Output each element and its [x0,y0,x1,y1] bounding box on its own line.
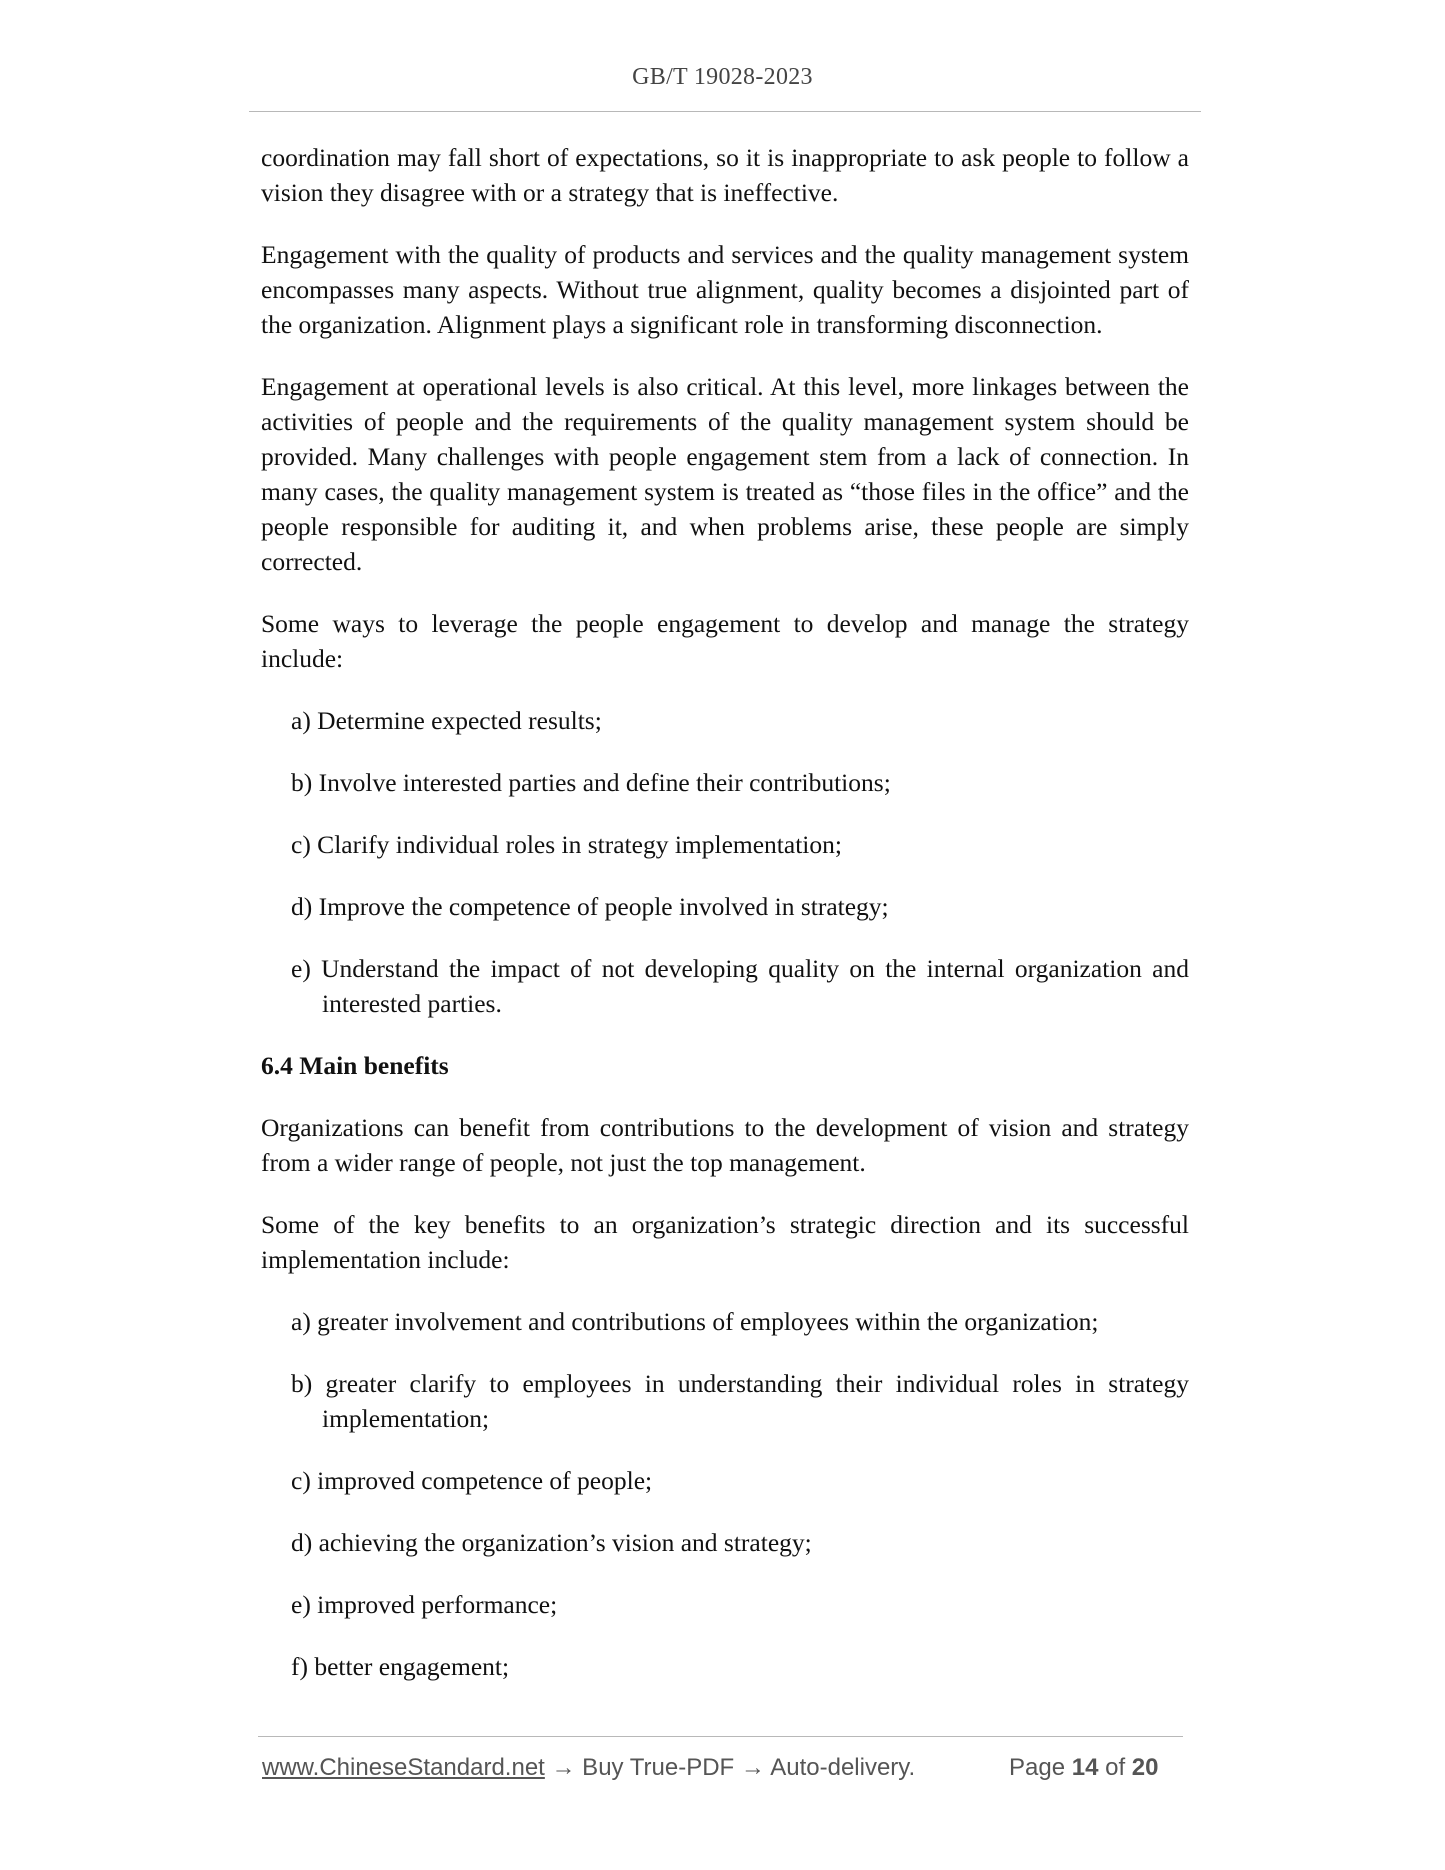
total-pages: 20 [1131,1754,1159,1781]
list-item: b) Involve interested parties and define their contributions; [291,768,891,797]
list-item: d) achieving the organization’s vision and strategy; [291,1528,812,1557]
document-body [261,140,1189,1711]
list-item: e) improved performance; [291,1590,558,1619]
paragraph: Organizations can benefit from contributions to the development of vision and strategy from a wider range of people, not just the top management. [261,1113,1189,1177]
paragraph: Engagement with the quality of products and services and the quality management system encompasses many aspects. Without true alignment, quality becomes a disjointed part of the organization. Alignment plays a significant role in transforming disconnection. [261,240,1189,339]
list-item: f) better engagement; [291,1652,510,1681]
list-item: c) Clarify individual roles in strategy implementation; [291,830,842,859]
website-link[interactable]: www.ChineseStandard.net [262,1754,545,1781]
list-item: a) Determine expected results; [291,706,602,735]
section-heading: 6.4 Main benefits [261,1051,449,1080]
paragraph: Some of the key benefits to an organization’s strategic direction and its successful implementation include: [261,1210,1189,1274]
footer-promo-text: → Buy True-PDF → Auto-delivery. [544,1754,916,1781]
page-label: Page [1009,1754,1066,1781]
list-item: a) greater involvement and contributions of employees within the organization; [291,1307,1099,1336]
page-number [1009,1754,1159,1782]
list-item: e) Understand the impact of not developing quality on the internal organization and interested parties. [291,954,1189,1018]
footer-divider [258,1736,1183,1737]
paragraph: Some ways to leverage the people engagement to develop and manage the strategy include: [261,609,1189,673]
list-item: b) greater clarify to employees in understanding their individual roles in strategy implementation; [291,1369,1189,1433]
document-header: GB/T 19028-2023 [632,64,813,90]
page-of-label: of [1105,1754,1126,1781]
page-footer [262,1754,1182,1782]
strategy-list [261,703,1189,1021]
paragraph: Engagement at operational levels is also critical. At this level, more linkages between the activities of people and the requirements of the quality management system should be provided. Many challenges with people engagement stem from a lack of connection. In many cases, the quality management system is treated as “those files in the office” and the people responsible for auditing it, and when problems arise, these people are simply corrected. [261,372,1189,576]
benefits-list [261,1304,1189,1684]
paragraph: coordination may fall short of expectations, so it is inappropriate to ask people to follow a vision they disagree with or a strategy that is ineffective. [261,143,1189,207]
current-page: 14 [1071,1754,1099,1781]
header-divider [249,111,1201,112]
list-item: d) Improve the competence of people involved in strategy; [291,892,889,921]
list-item: c) improved competence of people; [291,1466,653,1495]
